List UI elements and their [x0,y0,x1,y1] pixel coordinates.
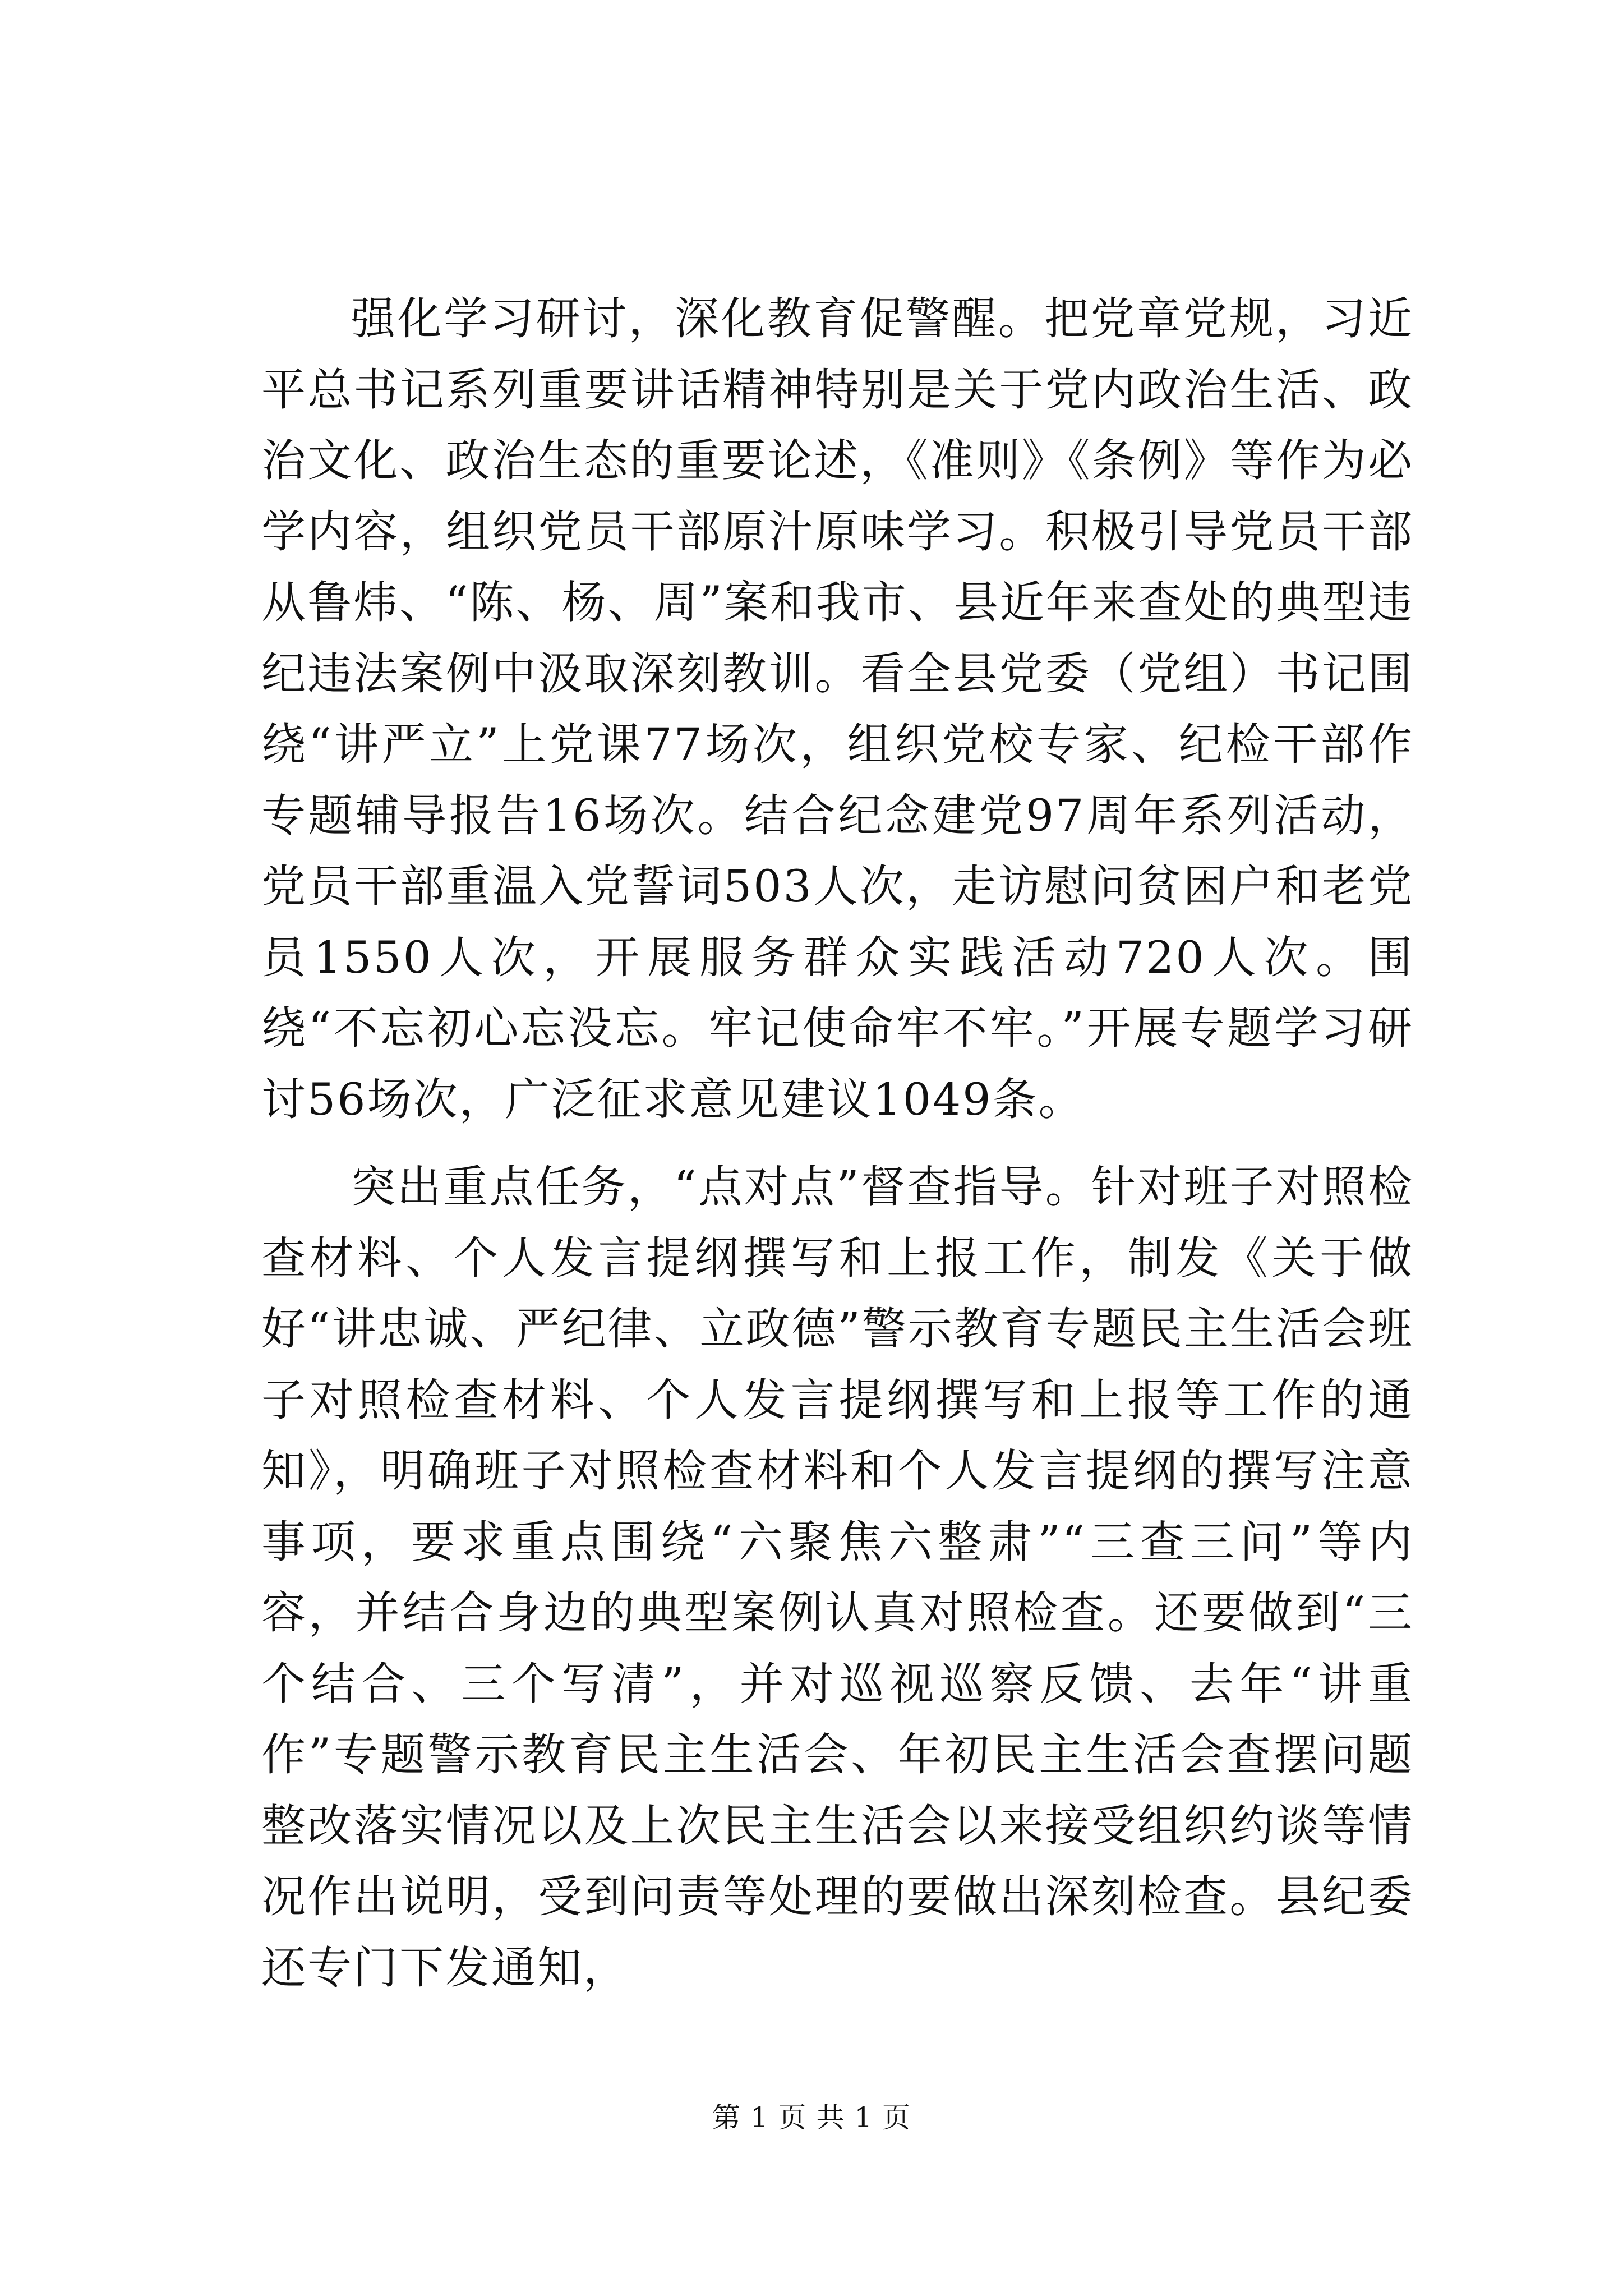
document-body [261,283,1414,2003]
paragraph-key-tasks: 突出重点任务，“点对点”督查指导。针对班子对照检查材料、个人发言提纲撰写和上报工作，制发《关于做好“讲忠诚、严纪律、立政德”警示教育专题民主生活会班子对照检查材料、个人发言提纲撰写和上报等工作的通知》，明确班子对照检查材料和个人发言提纲的撰写注意事项，要求重点围绕“六聚焦六整肃”“三查三问”等内容，并结合身边的典型案例认真对照检查。还要做到“三个结合、三个写清”，并对巡视巡察反馈、去年“讲重作”专题警示教育民主生活会、年初民主生活会查摆问题整改落实情况以及上次民主生活会以来接受组织约谈等情况作出说明，受到问责等处理的要做出深刻检查。县纪委还专门下发通知， [261,1161,1414,1994]
paragraph-study-discussion: 强化学习研讨，深化教育促警醒。把党章党规，习近平总书记系列重要讲话精神特别是关于党内政治生活、政治文化、政治生态的重要论述，《准则》《条例》等作为必学内容，组织党员干部原汁原味学习。积极引导党员干部从鲁炜、“陈、杨、周”案和我市、县近年来查处的典型违纪违法案例中汲取深刻教训。看全县党委（党组）书记围绕“讲严立”上党课77场次，组织党校专家、纪检干部作专题辅导报告16场次。结合纪念建党97周年系列活动，党员干部重温入党誓词503人次，走访慰问贫困户和老党员1550人次，开展服务群众实践活动720人次。围绕“不忘初心忘没忘。牢记使命牢不牢。”开展专题学习研讨56场次，广泛征求意见建议1049条。 [261,293,1414,1125]
page-number-footer: 第 1 页 共 1 页 [712,2101,911,2134]
